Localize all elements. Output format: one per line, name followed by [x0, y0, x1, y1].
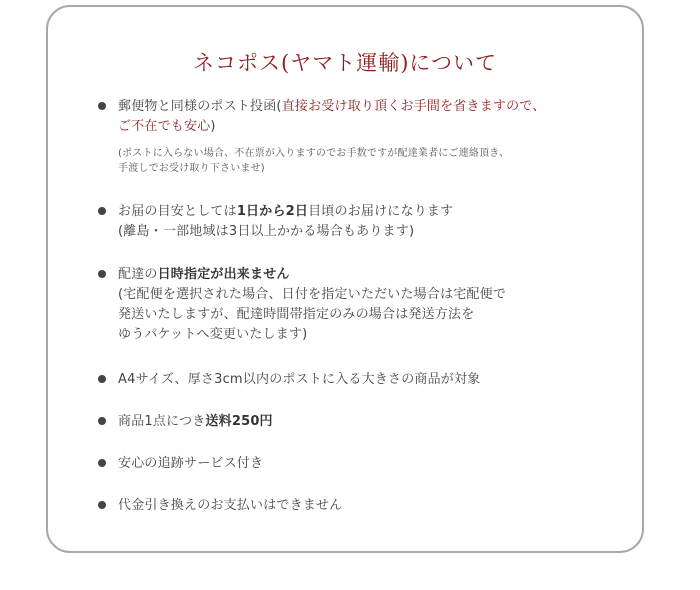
item-text: 商品1点につき	[118, 414, 206, 429]
info-card	[46, 5, 644, 553]
item-text: 目頃のお届けになります	[308, 204, 454, 219]
highlight-text: 1日から2日	[236, 204, 309, 219]
item-text: 代金引き換えのお支払いはできません	[118, 498, 343, 513]
list-item-size	[98, 370, 622, 390]
item-text: 発送いたしますが、配達時間帯指定のみの場合は発送方法を	[118, 307, 475, 322]
item-text: (離島・一部地域は3日以上かかる場合もあります)	[118, 224, 415, 239]
bullet-icon	[98, 207, 106, 215]
highlight-text: ご不在でも安心	[118, 119, 211, 134]
item-text: A4サイズ、厚さ3cm以内のポストに入る大きさの商品が対象	[118, 372, 481, 387]
item-text: 安心の追跡サービス付き	[118, 456, 264, 471]
item-text: 郵便物と同様のポスト投函(	[118, 99, 282, 114]
bullet-icon	[98, 459, 106, 467]
emphasis-text: 日時指定が出来ません	[157, 267, 290, 282]
item-text: (宅配便を選択された場合、日付を指定いただいた場合は宅配便で	[118, 287, 507, 302]
list-item-no-date-designation	[98, 265, 622, 345]
note-line: 手渡しでお受け取り下さいませ)	[118, 163, 265, 174]
list-item-post-delivery	[98, 97, 622, 176]
list-item-delivery-time	[98, 202, 622, 242]
highlight-text: 直接お受け取り頂くお手間を省きますので、	[281, 99, 546, 114]
list-item-shipping-fee	[98, 412, 622, 432]
item-text: 配達の	[118, 267, 158, 282]
list-item-tracking	[98, 454, 622, 474]
item-text: )	[210, 119, 216, 134]
bullet-icon	[98, 417, 106, 425]
list-item-no-cod	[98, 496, 622, 516]
bullet-icon	[98, 270, 106, 278]
item-text: ゆうパケットへ変更いたします)	[118, 327, 308, 342]
note-line: (ポストに入らない場合、不在票が入りますのでお手数ですが配達業者にご連絡頂き、	[118, 148, 510, 159]
page-title: ネコポス(ヤマト運輸)について	[193, 51, 497, 75]
bullet-icon	[98, 102, 106, 110]
item-note	[118, 146, 622, 176]
highlight-text: 送料250円	[205, 414, 273, 429]
bullet-icon	[98, 375, 106, 383]
bullet-icon	[98, 501, 106, 509]
item-text: お届の目安としては	[118, 204, 237, 219]
